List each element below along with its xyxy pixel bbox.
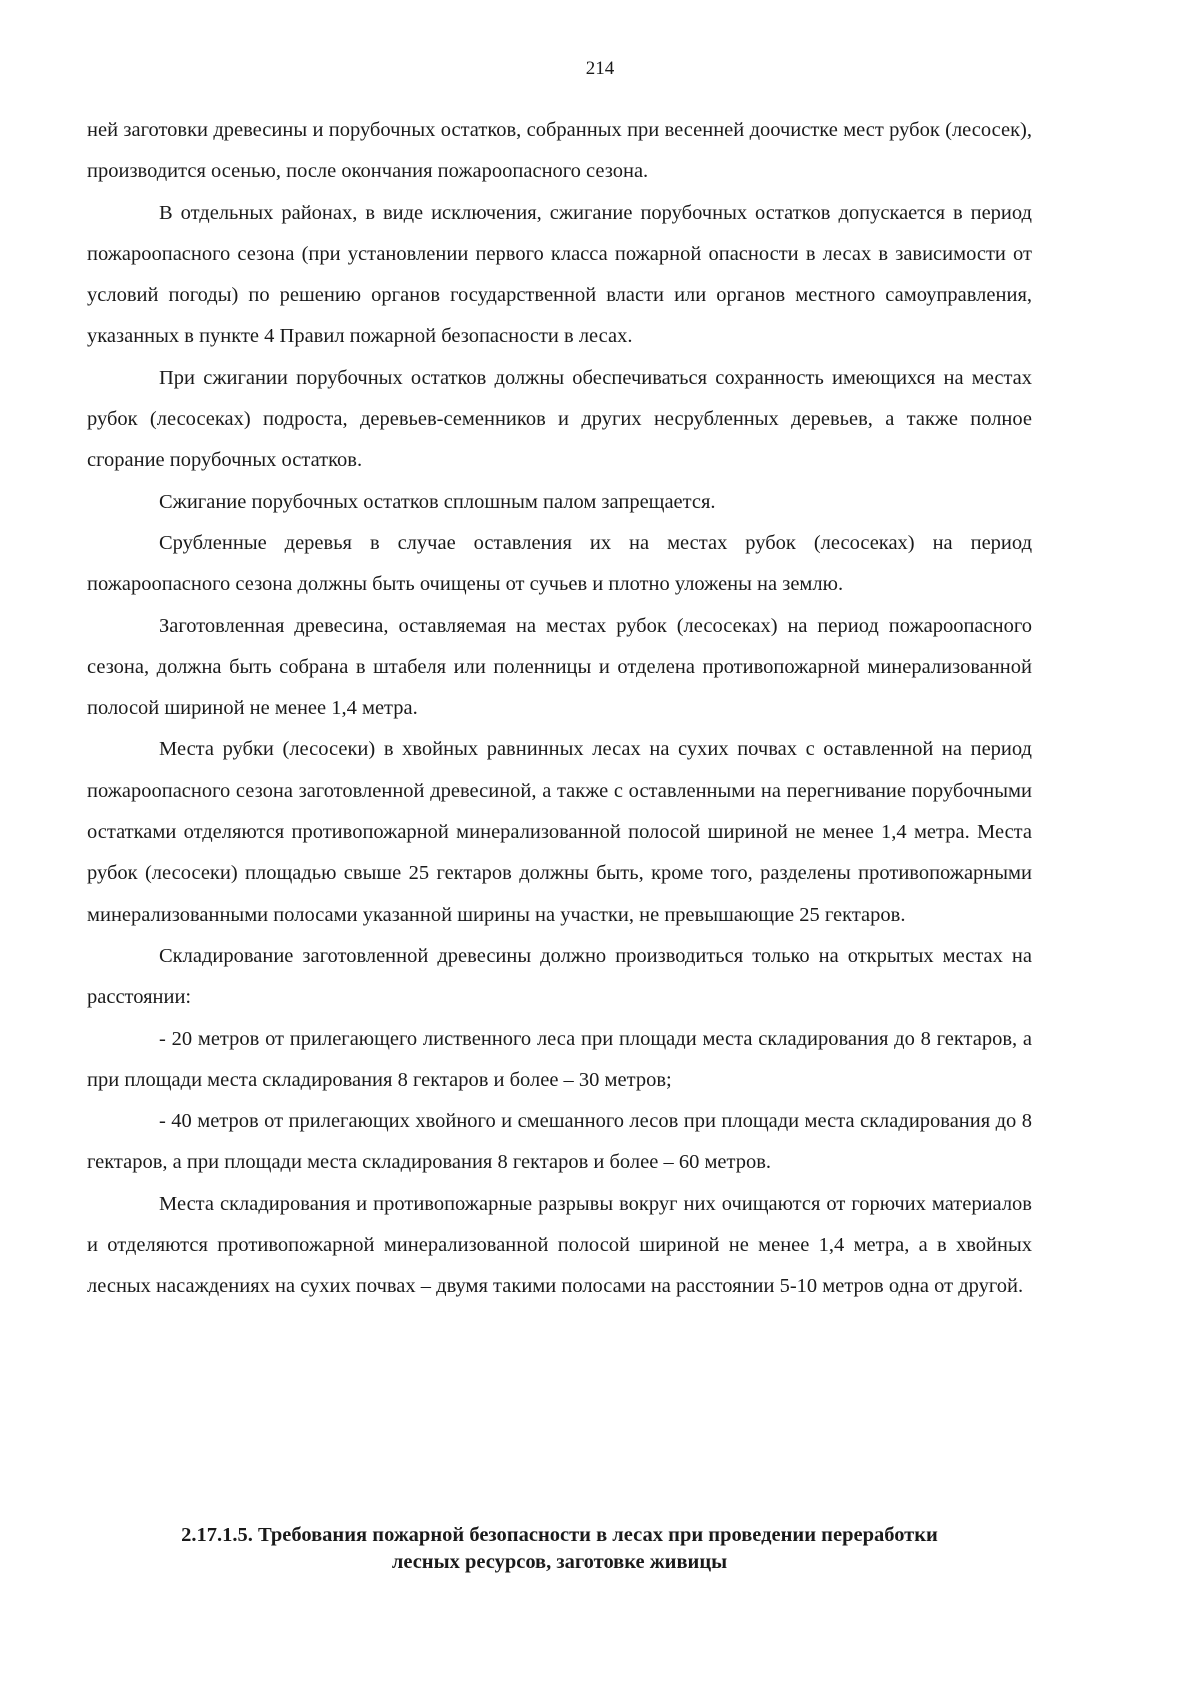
list-item-coniferous-distance: - 40 метров от прилегающих хвойного и смешанного лесов при площади места складирования до 8 гектаров, а при площади места складирования 8 гектаров и более – 60 метров. — [87, 1110, 1032, 1174]
section-heading-line-1: 2.17.1.5. Требования пожарной безопасности в лесах при проведении переработки — [181, 1524, 938, 1546]
page-number: 214 — [585, 58, 615, 79]
paragraph-storage-clearing: Места складирования и противопожарные разрывы вокруг них очищаются от горючих материалов и отделяются противопожарной минерализованной полосой шириной не менее 1,4 метра, а в хвойных лесных насаждениях на сухих почвах – двумя такими полосами на расстоянии 5-10 метров одна от другой. — [87, 1192, 1032, 1298]
paragraph-storage-intro: Складирование заготовленной древесины должно производиться только на открытых местах на расстоянии: — [87, 944, 1032, 1009]
paragraph-burning-exception: В отдельных районах, в виде исключения, сжигание порубочных остатков допускается в период пожароопасного сезона (при установлении первого класса пожарной опасности в лесах в зависимости от условий погоды) по решению органов государственной власти или органов местного самоуправления, указанных в пункте 4 Правил пожарной безопасности в лесах. — [87, 201, 1032, 348]
document-body — [87, 110, 1032, 1308]
paragraph-burning-preservation: При сжигании порубочных остатков должны обеспечиваться сохранность имеющихся на местах рубок (лесосеках) подроста, деревьев-семенников и других несрубленных деревьев, а также полное сгорание порубочных остатков. — [87, 366, 1032, 472]
list-item-deciduous-distance: - 20 метров от прилегающего лиственного леса при площади места складирования до 8 гектаров, а при площади места складирования 8 гектаров и более – 30 метров; — [87, 1027, 1032, 1091]
paragraph-harvested-wood: Заготовленная древесина, оставляемая на местах рубок (лесосеках) на период пожароопасного сезона, должна быть собрана в штабеля или поленницы и отделена противопожарной минерализованной полосой шириной не менее 1,4 метра. — [87, 614, 1032, 720]
paragraph-continuation: ней заготовки древесины и порубочных остатков, собранных при весенней доочистке мест рубок (лесосек), производится осенью, после окончания пожароопасного сезона. — [87, 119, 1032, 183]
section-heading — [87, 1522, 1032, 1576]
paragraph-cutting-areas: Места рубки (лесосеки) в хвойных равнинных лесах на сухих почвах с оставленной на период пожароопасного сезона заготовленной древесиной, а также с оставленными на перегнивание порубочными остатками отделяются противопожарной минерализованной полосой шириной не менее 1,4 метра. Места рубок (лесосеки) площадью свыше 25 гектаров должны быть, кроме того, разделены противопожарными минерализованными полосами указанной ширины на участки, не превышающие 25 гектаров. — [87, 738, 1032, 926]
paragraph-felled-trees: Срубленные деревья в случае оставления их на местах рубок (лесосеках) на период пожароопасного сезона должны быть очищены от сучьев и плотно уложены на землю. — [87, 531, 1032, 596]
section-heading-line-2: лесных ресурсов, заготовке живицы — [391, 1551, 728, 1573]
paragraph-solid-fire-ban: Сжигание порубочных остатков сплошным палом запрещается. — [159, 490, 716, 513]
